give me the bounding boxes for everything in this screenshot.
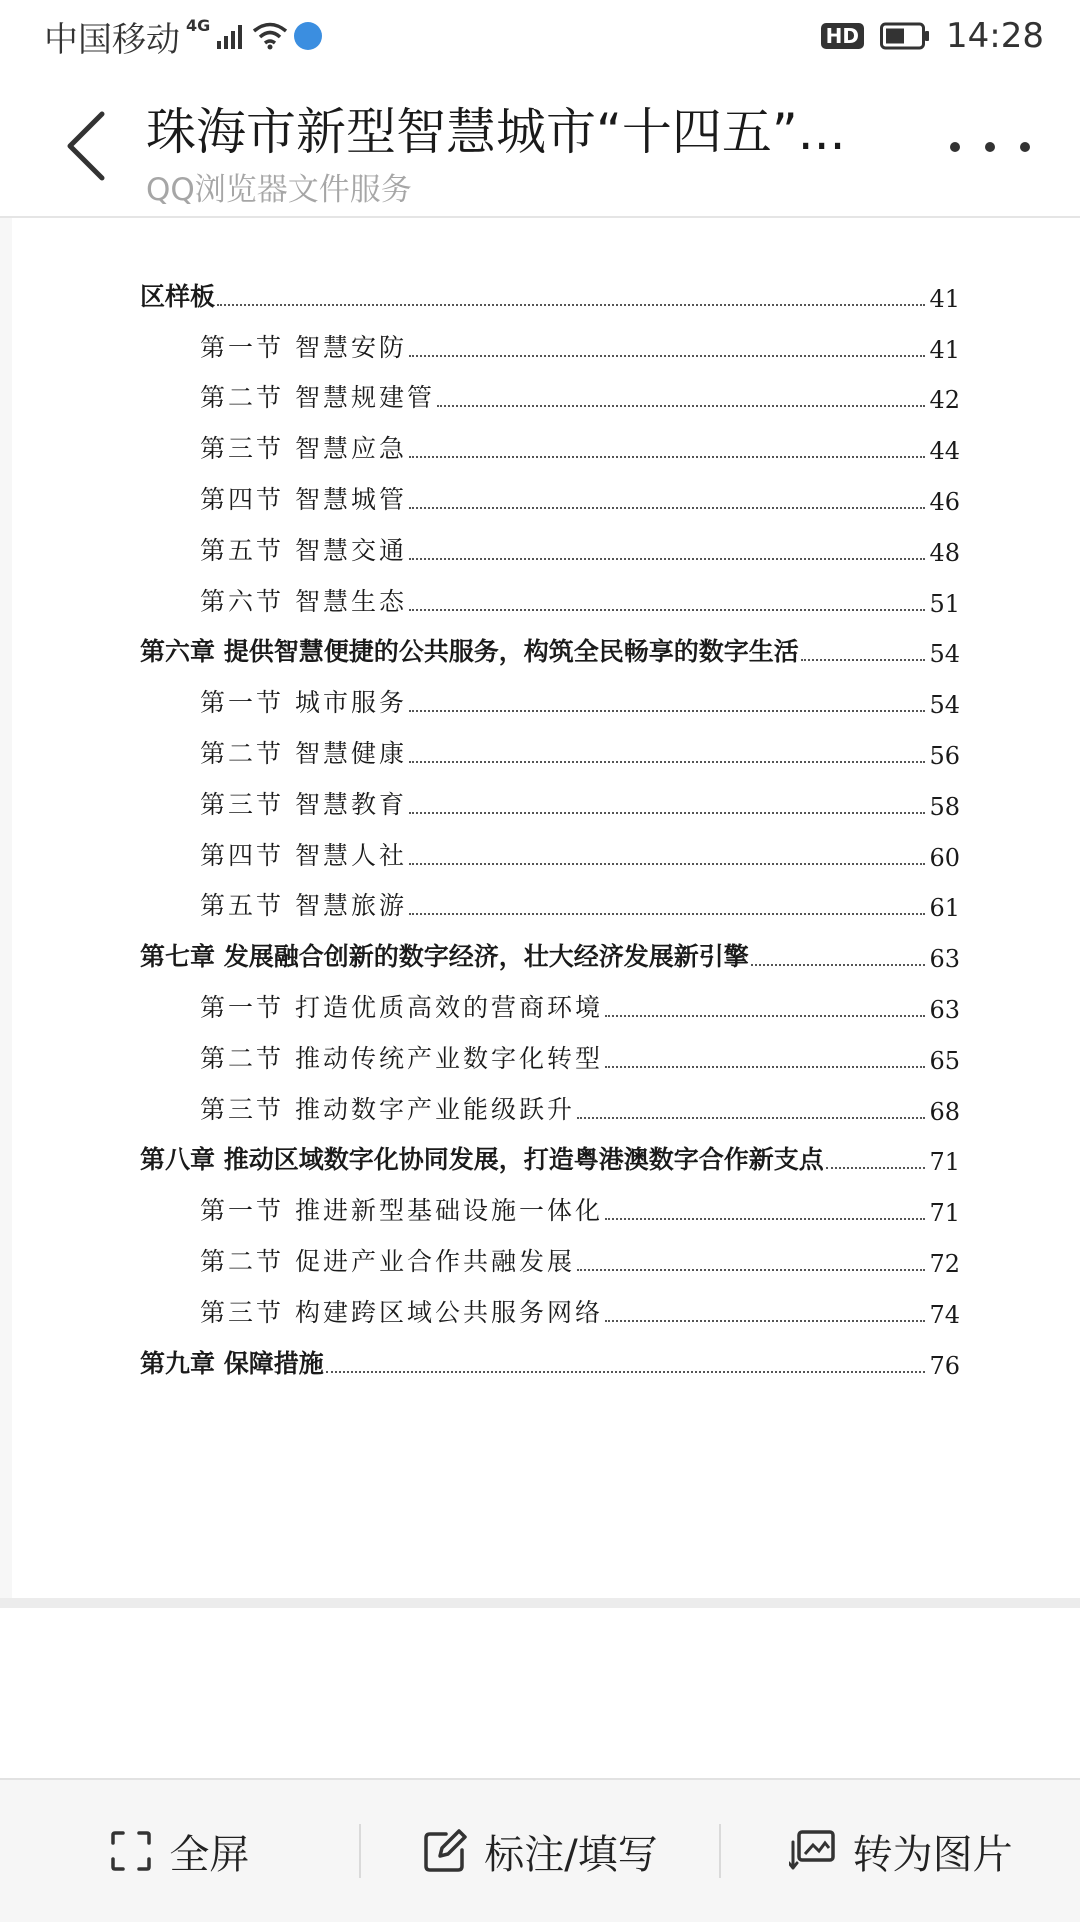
- toc-entry-title: 第三节 推动数字产业能级跃升: [200, 1094, 575, 1124]
- toc-page-number: 54: [929, 691, 960, 720]
- toc-leader-dots: [577, 1269, 926, 1271]
- more-options-button[interactable]: [950, 132, 1030, 162]
- toc-entry-title: 第二节 促进产业合作共融发展: [200, 1246, 575, 1276]
- toc-page-number: 61: [929, 894, 960, 923]
- table-of-contents: [140, 262, 960, 1380]
- toc-leader-dots: [605, 1015, 926, 1017]
- convert-to-image-label: 转为图片: [852, 1831, 1013, 1878]
- toc-page-number: 74: [929, 1300, 960, 1329]
- toc-section-entry[interactable]: [140, 1075, 960, 1126]
- toc-leader-dots: [409, 558, 926, 560]
- toc-section-entry[interactable]: [140, 1024, 960, 1075]
- toc-leader-dots: [409, 456, 926, 458]
- more-dot-icon: [950, 142, 960, 152]
- image-convert-icon: [789, 1828, 837, 1874]
- toc-leader-dots: [409, 507, 926, 509]
- toc-page-number: 63: [929, 995, 960, 1024]
- toc-chapter-entry[interactable]: [140, 618, 960, 669]
- toc-leader-dots: [409, 609, 926, 611]
- more-dot-icon: [985, 142, 995, 152]
- toc-page-number: 51: [929, 589, 960, 618]
- toc-page-number: 72: [929, 1249, 960, 1278]
- wifi-icon: [252, 21, 288, 51]
- annotate-label: 标注/填写: [484, 1831, 658, 1878]
- toc-section-entry[interactable]: [140, 770, 960, 821]
- toc-entry-title: 第六节 智慧生态: [200, 586, 407, 616]
- toc-page-number: 41: [929, 284, 960, 313]
- toc-section-entry[interactable]: [140, 668, 960, 719]
- toc-page-number: 60: [929, 843, 960, 872]
- browser-globe-icon: [294, 22, 322, 50]
- toc-entry-title: 第一节 打造优质高效的营商环境: [200, 992, 603, 1022]
- toc-section-entry[interactable]: [140, 973, 960, 1024]
- toc-section-entry[interactable]: [140, 364, 960, 415]
- toc-page-number: 71: [929, 1148, 960, 1177]
- toc-entry-title: 第二节 推动传统产业数字化转型: [200, 1043, 603, 1073]
- toc-page-number: 68: [929, 1097, 960, 1126]
- toc-section-entry[interactable]: [140, 313, 960, 364]
- bottom-toolbar: [0, 1778, 1080, 1922]
- toc-chapter-entry[interactable]: [140, 1329, 960, 1380]
- toc-leader-dots: [605, 1066, 926, 1068]
- toc-page-number: 42: [929, 386, 960, 415]
- toc-entry-title: 区样板: [140, 281, 216, 311]
- toc-page-number: 41: [929, 335, 960, 364]
- toc-section-entry[interactable]: [140, 821, 960, 872]
- toc-leader-dots: [409, 913, 926, 915]
- status-time: 14:28: [946, 16, 1044, 56]
- toc-entry-title: 第三节 智慧应急: [200, 434, 407, 464]
- document-source: QQ浏览器文件服务: [146, 172, 412, 208]
- document-page[interactable]: [12, 218, 1080, 1598]
- toc-entry-title: 第三节 构建跨区域公共服务网络: [200, 1297, 603, 1327]
- toc-leader-dots: [409, 863, 926, 865]
- next-page[interactable]: [0, 1608, 1080, 1778]
- signal-icon: [216, 21, 246, 51]
- toc-page-number: 54: [929, 640, 960, 669]
- toc-entry-title: 第八章 推动区域数字化协同发展，打造粤港澳数字合作新支点: [140, 1145, 824, 1175]
- toc-page-number: 71: [929, 1199, 960, 1228]
- toc-page-number: 44: [929, 437, 960, 466]
- edit-icon: [422, 1828, 468, 1874]
- toc-leader-dots: [409, 812, 926, 814]
- toc-entry-title: 第五节 智慧旅游: [200, 891, 407, 921]
- toc-page-number: 63: [929, 945, 960, 974]
- more-dot-icon: [1020, 142, 1030, 152]
- toc-leader-dots: [326, 1371, 926, 1373]
- toc-page-number: 58: [929, 792, 960, 821]
- toc-page-number: 48: [929, 538, 960, 567]
- toc-leader-dots: [437, 405, 926, 407]
- toc-section-entry[interactable]: [140, 872, 960, 923]
- toc-chapter-entry[interactable]: [140, 262, 960, 313]
- status-bar: [0, 0, 1080, 72]
- toc-entry-title: 第七章 发展融合创新的数字经济，壮大经济发展新引擎: [140, 942, 749, 972]
- toc-entry-title: 第四节 智慧城管: [200, 484, 407, 514]
- fullscreen-icon: [109, 1829, 153, 1873]
- hd-badge: HD: [821, 23, 864, 49]
- toc-entry-title: 第五节 智慧交通: [200, 535, 407, 565]
- carrier-name: 中国移动: [44, 19, 180, 60]
- toc-entry-title: 第九章 保障措施: [140, 1348, 324, 1378]
- toc-leader-dots: [217, 304, 925, 306]
- toc-leader-dots: [409, 355, 926, 357]
- toc-leader-dots: [409, 710, 926, 712]
- toc-entry-title: 第一节 智慧安防: [200, 332, 407, 362]
- toc-section-entry[interactable]: [140, 567, 960, 618]
- toc-leader-dots: [409, 761, 926, 763]
- toc-entry-title: 第一节 城市服务: [200, 688, 407, 718]
- annotate-button[interactable]: [361, 1780, 720, 1922]
- toc-leader-dots: [577, 1117, 926, 1119]
- toc-entry-title: 第四节 智慧人社: [200, 840, 407, 870]
- network-type: 4G: [186, 16, 211, 35]
- chevron-left-icon: [50, 106, 120, 186]
- toc-entry-title: 第二节 智慧健康: [200, 738, 407, 768]
- back-button[interactable]: [50, 106, 120, 186]
- toc-leader-dots: [826, 1167, 926, 1169]
- title-bar: [0, 72, 1080, 218]
- toc-section-entry[interactable]: [140, 1176, 960, 1227]
- toc-page-number: 56: [929, 741, 960, 770]
- toc-entry-title: 第六章 提供智慧便捷的公共服务，构筑全民畅享的数字生活: [140, 637, 799, 667]
- toc-page-number: 46: [929, 487, 960, 516]
- battery-icon: [880, 22, 930, 50]
- toc-section-entry[interactable]: [140, 516, 960, 567]
- toc-leader-dots: [605, 1320, 926, 1322]
- toc-chapter-entry[interactable]: [140, 922, 960, 973]
- toc-page-number: 76: [929, 1351, 960, 1380]
- toc-section-entry[interactable]: [140, 465, 960, 516]
- toc-section-entry[interactable]: [140, 1227, 960, 1278]
- fullscreen-button[interactable]: [0, 1780, 359, 1922]
- toc-chapter-entry[interactable]: [140, 1126, 960, 1177]
- toc-entry-title: 第三节 智慧教育: [200, 789, 407, 819]
- toc-entry-title: 第一节 推进新型基础设施一体化: [200, 1196, 603, 1226]
- convert-to-image-button[interactable]: [721, 1780, 1080, 1922]
- document-title: 珠海市新型智慧城市“十四五”...: [146, 103, 846, 161]
- toc-leader-dots: [605, 1218, 926, 1220]
- page-divider: [0, 1598, 1080, 1608]
- fullscreen-label: 全屏: [169, 1831, 250, 1878]
- toc-section-entry[interactable]: [140, 414, 960, 465]
- toc-leader-dots: [751, 964, 926, 966]
- toc-section-entry[interactable]: [140, 1278, 960, 1329]
- toc-section-entry[interactable]: [140, 719, 960, 770]
- toc-page-number: 65: [929, 1046, 960, 1075]
- toc-entry-title: 第二节 智慧规建管: [200, 383, 435, 413]
- toc-leader-dots: [801, 659, 926, 661]
